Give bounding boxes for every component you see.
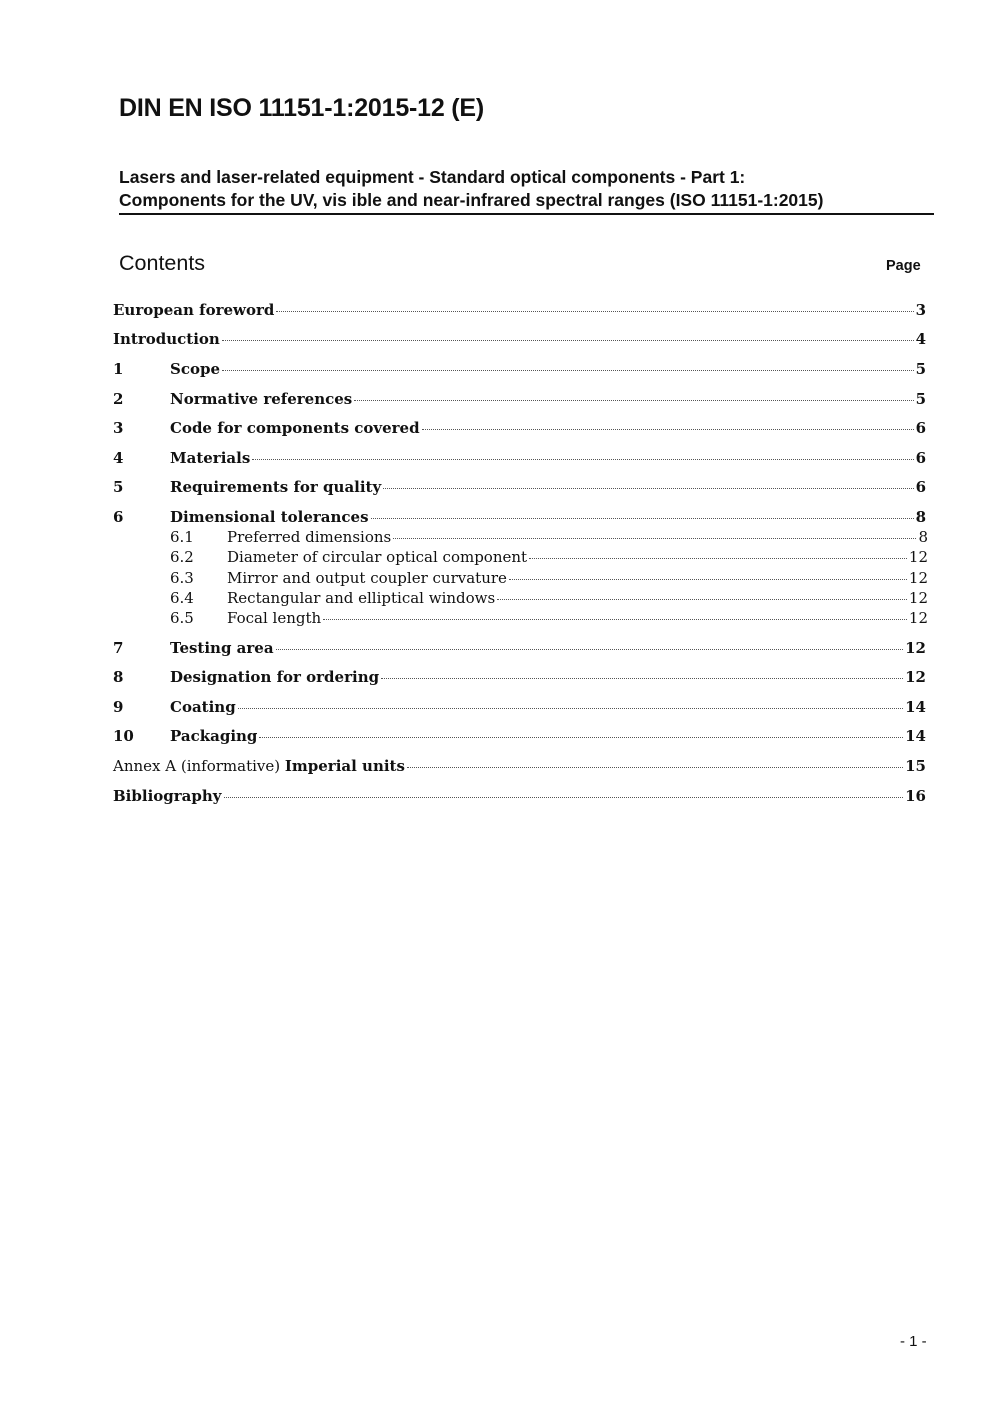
toc-entry-title: Preferred dimensions [227, 528, 392, 546]
toc-entry-title: Testing area [170, 639, 274, 657]
toc-entry-title: Dimensional tolerances [170, 508, 369, 526]
toc-entry-title: Introduction [113, 330, 220, 348]
toc-subentry-diameter[interactable] [170, 548, 928, 568]
toc-subentry-mirror-curvature[interactable] [170, 569, 928, 589]
toc-entry-title: Focal length [227, 609, 322, 627]
toc-entry-page: 12 [908, 569, 928, 587]
toc-entry-title [113, 757, 405, 775]
toc-entry-title: Code for components covered [170, 419, 420, 437]
toc-entry-testing-area[interactable] [113, 639, 926, 659]
toc-leader-dots [238, 708, 903, 709]
toc-entry-title: Bibliography [113, 787, 222, 805]
toc-entry-page: 4 [915, 330, 926, 348]
toc-entry-page: 15 [905, 757, 926, 775]
toc-leader-dots [224, 797, 904, 798]
toc-entry-title: Diameter of circular optical component [227, 548, 528, 566]
toc-entry-page: 12 [908, 609, 928, 627]
toc-entry-page: 3 [915, 301, 926, 319]
toc-leader-dots [497, 599, 907, 600]
toc-entry-normative-references[interactable] [113, 390, 926, 410]
toc-entry-requirements-for-quality[interactable] [113, 478, 926, 498]
toc-leader-dots [407, 767, 903, 768]
toc-leader-dots [529, 558, 907, 559]
annex-title: Imperial units [284, 757, 405, 775]
toc-leader-dots [222, 370, 914, 371]
toc-entry-dimensional-tolerances[interactable] [113, 508, 926, 528]
toc-entry-page: 14 [905, 727, 926, 745]
toc-entry-number: 1 [113, 360, 124, 378]
toc-entry-number: 5 [113, 478, 124, 496]
toc-entry-number: 6.4 [170, 589, 194, 607]
toc-entry-materials[interactable] [113, 449, 926, 469]
document-id-title: DIN EN ISO 11151-1:2015-12 (E) [119, 94, 485, 122]
toc-entry-european-foreword[interactable] [113, 301, 926, 321]
toc-entry-title: Rectangular and elliptical windows [227, 589, 496, 607]
toc-entry-number: 7 [113, 639, 124, 657]
toc-entry-title: Designation for ordering [170, 668, 380, 686]
toc-entry-title: Normative references [170, 390, 353, 408]
page-column-label: Page [886, 258, 921, 274]
toc-entry-title: Requirements for quality [170, 478, 382, 496]
footer-page-number: - 1 - [900, 1333, 927, 1350]
contents-heading: Contents [119, 251, 206, 275]
subtitle-line-2: Components for the UV, vis ible and near-infrared spectral ranges (ISO 11151-1:2015) [119, 190, 824, 210]
toc-entry-page: 12 [905, 668, 926, 686]
toc-entry-number: 3 [113, 419, 124, 437]
toc-subentry-preferred-dimensions[interactable] [170, 528, 928, 548]
toc-entry-page: 8 [915, 508, 926, 526]
document-subtitle [119, 166, 934, 215]
toc-subentry-focal-length[interactable] [170, 609, 928, 629]
toc-entry-page: 12 [908, 548, 928, 566]
toc-entry-title: Mirror and output coupler curvature [227, 569, 507, 587]
toc-entry-page: 12 [905, 639, 926, 657]
toc-leader-dots [276, 311, 913, 312]
toc-leader-dots [354, 400, 913, 401]
toc-leader-dots [371, 518, 914, 519]
toc-leader-dots [422, 429, 914, 430]
toc-entry-title: European foreword [113, 301, 275, 319]
toc-entry-page: 16 [905, 787, 926, 805]
toc-entry-bibliography[interactable] [113, 787, 926, 807]
toc-entry-number: 6.1 [170, 528, 194, 546]
toc-leader-dots [323, 619, 907, 620]
toc-entry-page: 8 [918, 528, 928, 546]
toc-leader-dots [393, 538, 916, 539]
toc-entry-number: 6.5 [170, 609, 194, 627]
toc-entry-coating[interactable] [113, 698, 926, 718]
toc-entry-scope[interactable] [113, 360, 926, 380]
toc-leader-dots [383, 488, 913, 489]
toc-leader-dots [509, 579, 907, 580]
toc-entry-page: 6 [915, 449, 926, 467]
toc-leader-dots [252, 459, 913, 460]
toc-entry-page: 5 [915, 360, 926, 378]
toc-entry-annex-a[interactable] [113, 757, 926, 777]
toc-entry-code-for-components[interactable] [113, 419, 926, 439]
toc-entry-number: 6 [113, 508, 124, 526]
toc-entry-page: 12 [908, 589, 928, 607]
toc-entry-page: 5 [915, 390, 926, 408]
toc-entry-title: Scope [170, 360, 221, 378]
toc-entry-title: Packaging [170, 727, 258, 745]
toc-entry-packaging[interactable] [113, 727, 926, 747]
toc-leader-dots [259, 737, 903, 738]
toc-entry-page: 6 [915, 419, 926, 437]
toc-entry-title: Coating [170, 698, 236, 716]
toc-entry-number: 6.2 [170, 548, 194, 566]
subtitle-line-1: Lasers and laser-related equipment - Standard optical components - Part 1: [119, 167, 746, 187]
toc-entry-page: 6 [915, 478, 926, 496]
toc-subentry-rectangular-windows[interactable] [170, 589, 928, 609]
toc-leader-dots [276, 649, 904, 650]
toc-entry-number: 10 [113, 727, 134, 745]
toc-entry-title: Materials [170, 449, 251, 467]
toc-entry-number: 8 [113, 668, 124, 686]
toc-leader-dots [222, 340, 914, 341]
toc-entry-page: 14 [905, 698, 926, 716]
toc-entry-introduction[interactable] [113, 330, 926, 350]
annex-prefix: Annex A (informative) [113, 757, 285, 775]
toc-entry-number: 6.3 [170, 569, 194, 587]
toc-entry-number: 9 [113, 698, 124, 716]
toc-leader-dots [381, 678, 903, 679]
toc-entry-number: 4 [113, 449, 124, 467]
toc-entry-designation-for-ordering[interactable] [113, 668, 926, 688]
toc-entry-number: 2 [113, 390, 124, 408]
